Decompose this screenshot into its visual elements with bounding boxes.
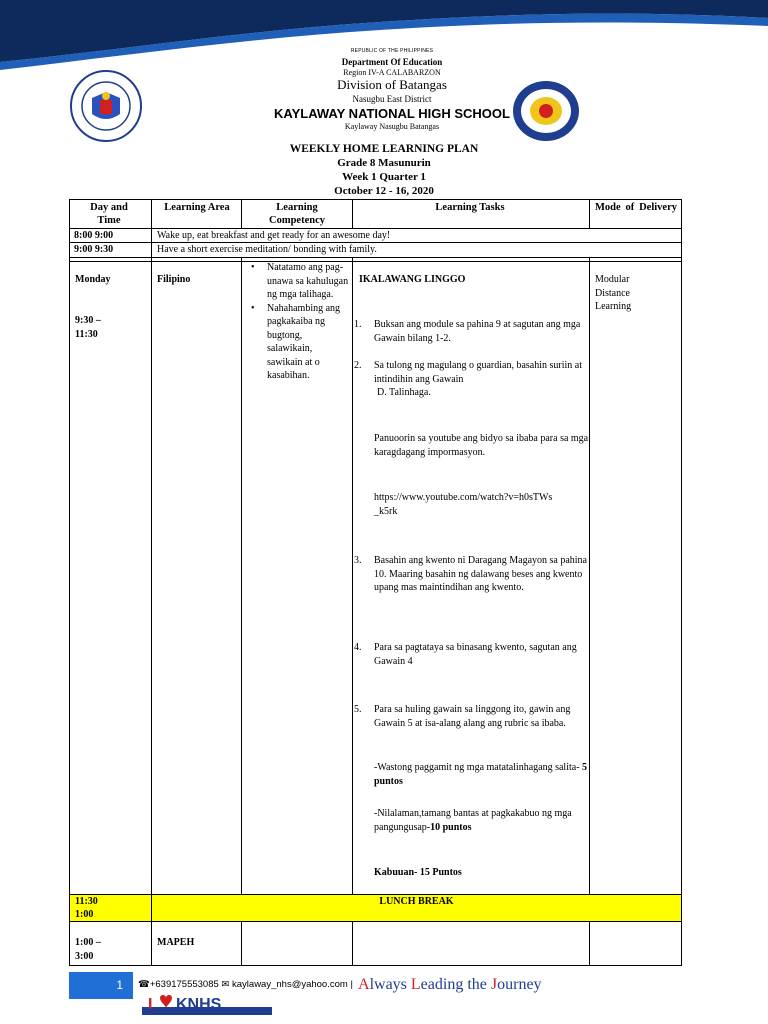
svg-text:KNHS: KNHS [176,996,222,1013]
youtube-link[interactable]: https://www.youtube.com/watch?v=h0sTWs_k5rk [374,492,553,517]
slogan-letter: J [490,976,498,993]
rubric-2-text: -Nilalaman,tamang bantas at pagkakabuo ng mga pangungusap- [374,808,572,833]
rubric-2-points: 10 puntos [430,821,472,833]
monday-area: Filipino [157,274,191,285]
lunch-break-label: LUNCH BREAK [379,896,454,907]
header-mode-delivery [595,201,677,214]
header-day-time: Day and Time [90,202,128,226]
header-mode-text: Mode of Delivery [595,202,677,213]
date-range: October 12 - 16, 2020 [334,185,434,197]
division-line: Division of Batangas [337,77,447,92]
slogan-letter: L [410,976,421,993]
wake-up-activity: Wake up, eat breakfast and get ready for an awesome day! [157,230,391,241]
time-8-9: 8:00 9:00 [74,230,114,241]
week-quarter: Week 1 Quarter 1 [342,171,426,183]
watch-note: Panuoorin sa youtube ang bidyo sa ibaba para sa mga karagdagang impormasyon. [374,433,589,458]
svg-text:I: I [148,996,153,1013]
rubric-1 [374,761,594,788]
exercise-activity: Have a short exercise meditation/ bonding with family. [157,244,377,255]
mapeh-area: MAPEH [157,937,195,948]
total-points: Kabuuan- 15 Puntos [374,867,462,878]
task-4: 4. Para sa pagtataya sa binasang kwento, sagutan ang Gawain 4 [354,642,577,667]
slogan-part: eading the [420,976,491,993]
task-3: 3. Basahin ang kwento ni Daragang Magayon sa pahina 10. Maaring basahin ng dalawang beses ang kwento upang mas maintindihan ang kwento. [354,555,587,593]
plan-title: WEEKLY HOME LEARNING PLAN [289,143,479,155]
task-3-text: Basahin ang kwento ni Daragang Magayon sa pahina 10. Maaring basahin ng dalawang beses ang kwento upang mas maintindihan ang kwento. [374,555,587,593]
slogan-part: lways [369,976,411,993]
i-love-knhs-logo [142,993,272,1015]
task-5: 5. Para sa huling gawain sa linggong ito, gawin ang Gawain 5 at isa-alang alang ang rubric sa ibaba. [354,704,571,729]
rubric-1-points: 5 puntos [374,762,588,787]
grade-section: Grade 8 Masunurin [337,157,431,169]
task-2-text: Sa tulong ng magulang o guardian, basahin suriin at intindihin ang Gawain [374,360,583,385]
republic-line: REPUBLIC OF THE PHILIPPINES [350,48,434,54]
district-line: Nasugbu East District [352,94,432,104]
slogan-letter: A [358,976,370,993]
monday-label: Monday [75,274,111,285]
task-4-text: Para sa pagtataya sa binasang kwento, sagutan ang Gawain 4 [374,642,577,667]
monday-time: 9:30 – 11:30 [75,315,101,340]
learning-plan-table [69,199,682,966]
lunch-time-start: 11:30 [75,896,98,907]
task-2-sub: D. Talinhaga. [377,387,431,398]
competency-list [245,261,349,383]
mode-of-delivery: Modular Distance Learning [595,274,632,312]
task-2: 2. Sa tulong ng magulang o guardian, basahin suriin at intindihin ang Gawain D. Talinhaga. [354,360,583,398]
header-learning-tasks: Learning Tasks [435,202,505,213]
task-5-text: Para sa huling gawain sa linggong ito, gawin ang Gawain 5 at isa-alang alang ang rubric sa ibaba. [374,704,571,729]
deped-seal-logo [70,70,142,142]
school-name: KAYLAWAY NATIONAL HIGH SCHOOL [274,106,510,121]
contact-info: ☎+639175553085 ✉ kaylaway_nhs@yahoo.com | [138,979,353,990]
competency-item: • Natatamo ang pag-unawa sa kahulugan ng mga talihaga. [245,261,349,302]
mapeh-time-start: 1:00 – [75,937,101,948]
department-line: Department Of Education [341,57,443,67]
rubric-1-text: -Wastong paggamit ng mga matatalinhagang salita- [374,762,583,773]
task-1-text: Buksan ang module sa pahina 9 at sagutan ang mga Gawain bilang 1-2. [374,319,581,344]
lunch-time-end: 1:00 [75,909,94,920]
school-address: Kaylaway Nasugbu Batangas [344,122,440,131]
rubric-2 [374,807,594,834]
competency-item: • Nahahambing ang pagkakaiba ng bugtong, salawikain, sawikain at o kasabihan. [245,302,349,383]
task-1: 1. Buksan ang module sa pahina 9 at sagutan ang mga Gawain bilang 1-2. [354,319,581,344]
header-learning-area: Learning Area [164,202,230,213]
mapeh-time-end: 3:00 [75,951,94,962]
school-slogan [358,976,542,994]
page-number: 1 [69,972,133,999]
region-line: Region IV-A CALABARZON [343,68,441,77]
header-learning-competency: Learning Competency [269,202,325,226]
tasks-heading: IKALAWANG LINGGO [359,274,466,285]
time-9-930: 9:00 9:30 [74,244,114,255]
slogan-part: ourney [497,976,542,993]
